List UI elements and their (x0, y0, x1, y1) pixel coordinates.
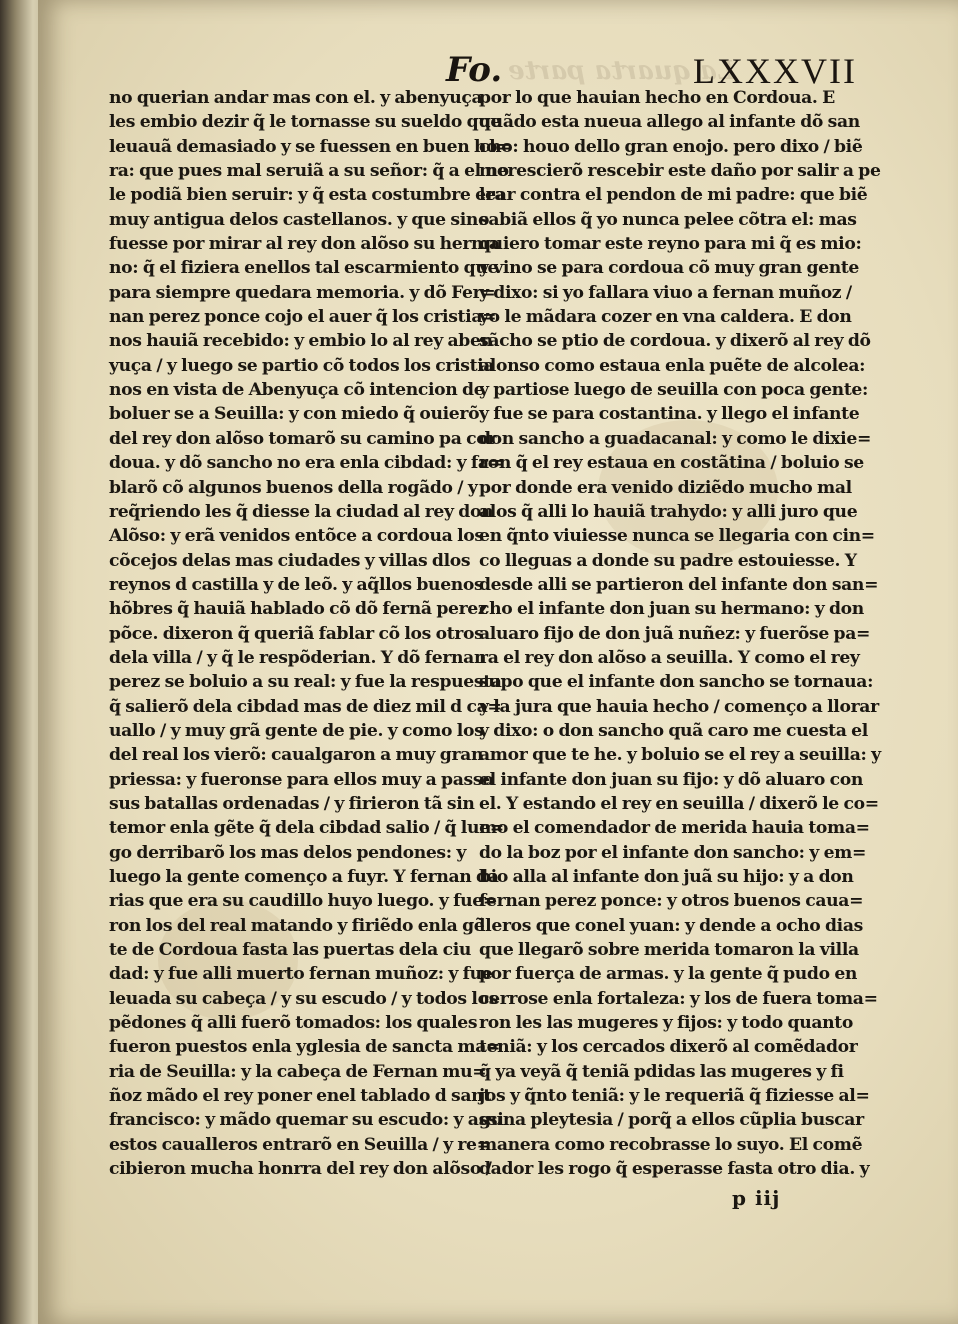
folio-number: LXXXVII (693, 51, 857, 91)
text-line: yo le mãdara cozer en vna caldera. E don (479, 307, 852, 328)
text-line: don sancho a guadacanal: y como le dixie= (479, 428, 871, 449)
text-line: cho: houo dello gran enojo. pero dixo / biẽ (479, 136, 863, 157)
text-line: alonso como estaua enla puẽte de alcolea: (479, 355, 866, 376)
text-line: req̃riendo les q̃ diesse la ciudad al rey don (109, 501, 494, 522)
text-line: desde alli se partieron del infante don san= (479, 574, 879, 595)
text-line: supo que el infante don sancho se tornaua: (479, 672, 874, 693)
text-line: ra el rey don alõso a seuilla. Y como el rey (479, 647, 860, 668)
text-line: q̃ ya veyã q̃ teniã pdidas las mugeres y fi (479, 1061, 844, 1082)
text-line: boluer se a Seuilla: y con miedo q̃ ouierõ (109, 404, 480, 425)
text-line: dad: y fue alli muerto fernan muñoz: y fue (109, 964, 493, 985)
text-line: fuesse por mirar al rey don alõso su herma (109, 234, 500, 255)
text-line: estos caualleros entrarõ en Seuilla / y re= (109, 1134, 491, 1155)
text-line: cerrose enla fortaleza: y los de fuera toma= (479, 988, 878, 1009)
text-line: fernan perez ponce: y otros buenos caua= (479, 891, 864, 912)
text-line: en q̃nto viuiesse nunca se llegaria con cin= (479, 526, 875, 547)
text-line: no querian andar mas con el. y abenyuça (109, 88, 483, 108)
text-line: amor que te he. y boluio se el rey a seuilla: y (479, 745, 881, 766)
text-line: ñoz mãdo el rey poner enel tablado d sant (109, 1086, 491, 1107)
text-line: q̃ salierõ dela cibdad mas de diez mil d ca= (109, 696, 502, 717)
left-text-column (109, 86, 512, 1181)
text-line: hõbres q̃ hauiã hablado cõ dõ fernã perez (109, 599, 488, 620)
text-line: manera como recobrasse lo suyo. El comẽ (479, 1134, 863, 1155)
text-line: co lleguas a donde su padre estouiesse. Y (479, 550, 857, 571)
text-line: jos y q̃nto teniã: y le requeriã q̃ fiziesse al= (479, 1086, 870, 1107)
text-line: guna pleytesia / porq̃ a ellos cũplia buscar (479, 1110, 864, 1131)
text-line: ron les las mugeres y fijos: y todo quanto (479, 1013, 854, 1034)
text-line: Alõso: y erã venidos entõce a cordoua los (109, 526, 484, 547)
text-line: pẽdones q̃ alli fuerõ tomados: los quales (109, 1013, 478, 1034)
text-line: y dixo: si yo fallara viuo a fernan muñoz / (479, 282, 852, 303)
text-line: el. Y estando el rey en seuilla / dixerõ le co= (479, 793, 879, 814)
text-line: quiero tomar este reyno para mi q̃ es mio: (479, 234, 862, 255)
folio-label: Fo. (446, 50, 503, 90)
text-line: põce. dixeron q̃ queriã fablar cõ los otros (109, 623, 484, 644)
text-line: el infante don juan su fijo: y dõ aluaro con (479, 769, 864, 790)
text-line: rias que era su caudillo huyo luego. y fue= (109, 891, 497, 912)
text-line: nan perez ponce cojo el auer q̃ los cristia= (109, 307, 497, 328)
text-line: sus batallas ordenadas / y firieron tã sin (109, 793, 475, 814)
text-line: lear contra el pendon de mi padre: que biẽ (479, 185, 868, 206)
right-text-column (479, 86, 881, 1181)
text-line: ria de Seuilla: y la cabeça de Fernan mu= (109, 1061, 487, 1082)
text-line: cõcejos delas mas ciudades y villas dlos (109, 550, 471, 571)
text-line: nos en vista de Abenyuça cõ intencion de (109, 380, 485, 401)
text-line: yuça / y luego se partio cõ todos los cristia (109, 355, 495, 376)
text-line: y vino se para cordoua cõ muy gran gente (479, 258, 860, 279)
text-line: dador les rogo q̃ esperasse fasta otro dia. y (479, 1159, 870, 1180)
text-line: por donde era venido diziẽdo mucho mal (479, 477, 852, 498)
text-line: perez se boluio a su real: y fue la respuesta (109, 672, 502, 693)
text-line: do la boz por el infante don sancho: y em= (479, 842, 867, 863)
text-line: nos hauiã recebido: y embio lo al rey aben (109, 331, 493, 352)
text-line: ra: que pues mal seruiã a su señor: q̃ a el no (109, 161, 509, 182)
text-line: mo el comendador de merida hauia toma= (479, 818, 870, 839)
text-line: para siempre quedara memoria. y dõ Fer= (109, 282, 496, 303)
text-line: fueron puestos enla yglesia de sancta ma= (109, 1037, 501, 1058)
text-line: que llegarõ sobre merida tomaron la villa (479, 940, 859, 961)
text-line: lleros que conel yuan: y dende a ocho dias (479, 915, 863, 936)
text-line: dela villa / y q̃ le respõderian. Y dõ fernan (109, 647, 487, 668)
text-line: quãdo esta nueua allego al infante dõ san (479, 112, 860, 133)
text-line: francisco: y mãdo quemar su escudo: y assi (109, 1110, 504, 1131)
text-line: sãcho se ptio de cordoua. y dixerõ al rey dõ (479, 331, 871, 352)
text-line: no: q̃ el fiziera enellos tal escarmiento que (109, 258, 499, 279)
text-line: go derribarõ los mas delos pendones: y (109, 842, 467, 863)
text-line: leuauã demasiado y se fuessen en buen ho= (109, 136, 512, 157)
text-line: y partiose luego de seuilla con poca gente: (479, 380, 868, 401)
text-line: y la jura que hauia hecho / començo a llorar (479, 696, 879, 717)
text-line: cho el infante don juan su hermano: y don (479, 599, 864, 620)
text-line: uallo / y muy grã gente de pie. y como los (109, 720, 484, 741)
text-line: aluaro fijo de don juã nuñez: y fuerõse pa= (479, 623, 871, 644)
text-line: doua. y dõ sancho no era enla cibdad: y fa= (109, 453, 503, 474)
text-line: del rey don alõso tomarõ su camino pa cor (109, 428, 497, 449)
text-line: y dixo: o don sancho quã caro me cuesta el (479, 720, 868, 741)
text-line: te de Cordoua fasta las puertas dela ciu (109, 940, 472, 961)
text-line: y fue se para costantina. y llego el infante (479, 404, 860, 425)
text-line: merescierõ rescebir este daño por salir a pe (479, 161, 881, 182)
text-line: leuada su cabeça / y su escudo / y todos los (109, 988, 499, 1009)
text-line: cibieron mucha honrra del rey don alõso / (109, 1159, 492, 1180)
book-page (38, 0, 958, 1324)
text-line: blarõ cõ algunos buenos della rogãdo / y (109, 477, 478, 498)
text-line: por fuerça de armas. y la gente q̃ pudo en (479, 964, 858, 985)
text-line: priessa: y fueronse para ellos muy a passo (109, 769, 494, 790)
text-line: sabiã ellos q̃ yo nunca pelee cõtra el: mas (479, 209, 857, 230)
text-line: les embio dezir q̃ le tornasse su sueldo que (109, 112, 501, 133)
signature-mark: p iij (732, 1186, 781, 1210)
text-line: del real los vierõ: caualgaron a muy gran (109, 745, 484, 766)
text-line: ron q̃ el rey estaua en costãtina / boluio se (479, 453, 864, 474)
text-line: temor enla gẽte q̃ dela cibdad salio / q̃ lue= (109, 818, 504, 839)
text-line: reynos d castilla y de leõ. y aq̃llos buenos (109, 574, 484, 595)
text-line: luego la gente començo a fuyr. Y fernan da (109, 867, 499, 887)
text-line: teniã: y los cercados dixerõ al comẽdador (479, 1037, 858, 1058)
text-line: alos q̃ alli lo hauiã trahydo: y alli juro que (479, 501, 858, 522)
bleed-through-text: La quarta parte (508, 56, 735, 86)
text-line: por lo que hauian hecho en Cordoua. E (479, 88, 835, 108)
text-line: bio alla al infante don juã su hijo: y a don (479, 867, 854, 887)
text-line: muy antigua delos castellanos. y que sino (109, 209, 490, 230)
text-line: le podiã bien seruir: y q̃ esta costumbre era (109, 185, 506, 206)
text-line: ron los del real matando y firiẽdo enla gẽ (109, 915, 485, 936)
